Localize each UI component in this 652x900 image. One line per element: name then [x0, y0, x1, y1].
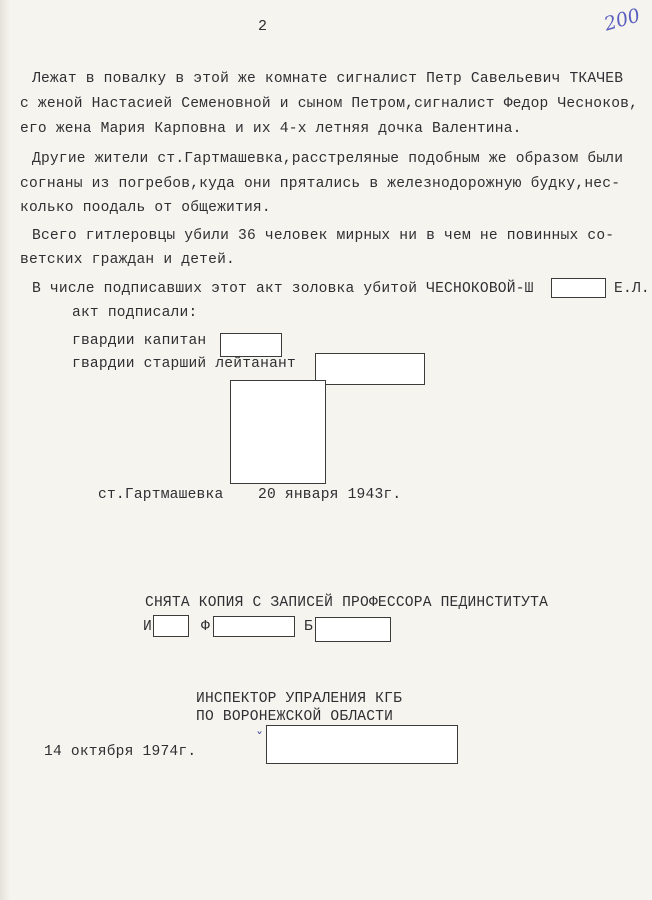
paragraph-2-line-3: колько поодаль от общежития. [20, 200, 271, 216]
copy-note-initial-1: И [143, 619, 152, 635]
paragraph-2-line-1: Другие жители ст.Гартмашевка,расстреляные подобным же образом были [32, 151, 624, 167]
paragraph-3-line-1: Всего гитлеровцы убили 36 человек мирных ни в чем не повинных со- [32, 228, 615, 244]
paragraph-2-line-2: согнаны из погребов,куда они прятались в железнодорожную будку,нес- [20, 176, 621, 192]
paragraph-1-line-1: Лежат в повалку в этой же комнате сигналист Петр Савельевич ТКАЧЕВ [32, 71, 624, 87]
copy-note-initial-3: Б [304, 619, 313, 635]
copy-note-line: СНЯТА КОПИЯ С ЗАПИСЕЙ ПРОФЕССОРА ПЕДИНСТИТУТА [145, 595, 549, 611]
signer-rank-captain: гвардии капитан [72, 333, 207, 349]
paragraph-1-line-3: его жена Мария Карповна и их 4-х летняя дочка Валентина. [20, 121, 522, 137]
redaction-box [230, 380, 326, 484]
redaction-box [220, 333, 282, 357]
act-date: 20 января 1943г. [258, 487, 402, 503]
redaction-box [551, 278, 606, 298]
page-number: 2 [258, 18, 268, 35]
page-binding-edge [0, 0, 10, 900]
redaction-box [213, 616, 295, 637]
redaction-box [266, 725, 458, 764]
paragraph-3-line-2: ветских граждан и детей. [20, 252, 235, 268]
signer-rank-senior-lieutenant: гвардии старший лейтанант [72, 356, 296, 372]
copy-note-initial-2: Ф [201, 619, 210, 635]
archive-number-handwritten: 200 [601, 4, 643, 36]
signed-label: акт подписали: [72, 305, 198, 321]
redaction-box [315, 617, 391, 642]
paragraph-1-line-2: с женой Настасией Семеновной и сыном Петром,сигналист Федор Чесноков, [20, 96, 639, 112]
redaction-box [153, 615, 189, 637]
inspector-title-line-1: ИНСПЕКТОР УПРАЛЕНИЯ КГБ [196, 691, 403, 707]
signature-stroke-icon: ˇ [256, 731, 263, 747]
place-name: ст.Гартмашевка [98, 487, 224, 503]
final-date: 14 октября 1974г. [44, 744, 197, 760]
redaction-box [315, 353, 425, 385]
signers-line-prefix: В числе подписавших этот акт золовка убитой ЧЕСНОКОВОЙ-Ш [32, 281, 534, 297]
inspector-title-line-2: ПО ВОРОНЕЖСКОЙ ОБЛАСТИ [196, 709, 394, 725]
signers-line-suffix: Е.Л. [614, 281, 650, 297]
